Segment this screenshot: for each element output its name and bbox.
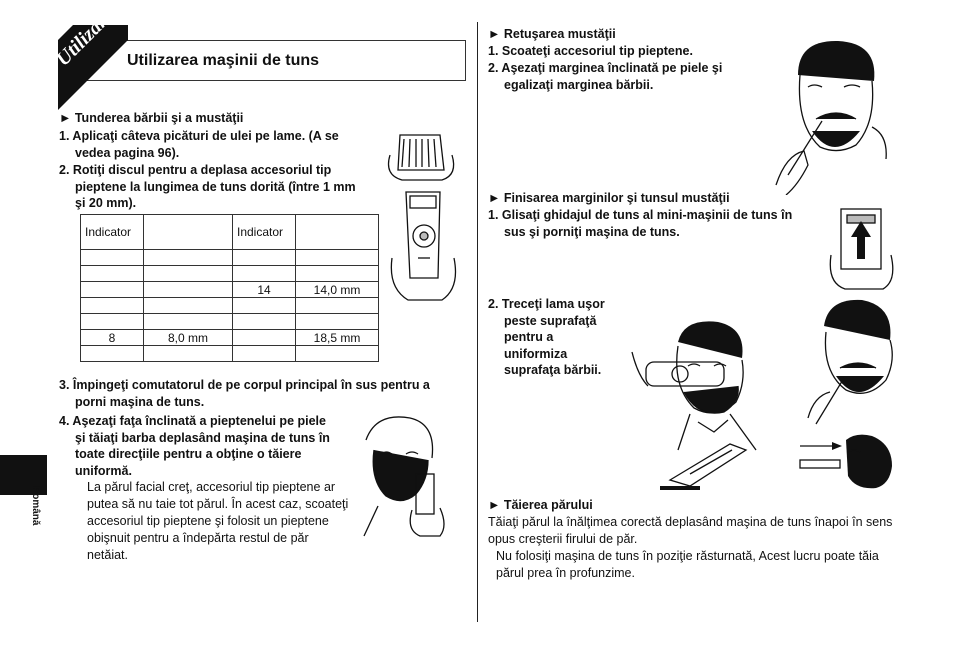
f-step-2-line: uniformiza (504, 346, 568, 361)
table-row (81, 330, 379, 346)
step-3-line: 3. Împingeţi comutatorul de pe corpul principal în sus pentru a (59, 378, 430, 392)
table-row (81, 282, 379, 298)
table-cell (144, 266, 233, 282)
profile-neckline-illustration (796, 432, 896, 492)
language-label: Română (30, 486, 41, 526)
f-step-1 (488, 207, 792, 240)
f-step-2-line: pentru a (504, 330, 554, 344)
f-step-1-line: sus şi porniţi maşina de tuns. (504, 224, 680, 239)
table-cell: 14,0 mm (296, 282, 379, 298)
m-step-2-line: 2. Aşezaţi marginea înclinată pe piele şi (488, 61, 723, 75)
table-cell (81, 298, 144, 314)
step-1 (59, 128, 339, 161)
f-step-2-line: suprafaţa bărbii. (504, 363, 602, 377)
table-cell (233, 314, 296, 330)
table-cell (81, 346, 144, 362)
hair-line: opus creşterii firului de păr. (488, 532, 638, 546)
hair-heading: ► Tăierea părului (488, 498, 593, 512)
note-line: accesoriul tip pieptene şi folosit un pieptene (87, 514, 329, 528)
mini-trimmer-guide-illustration (827, 203, 897, 291)
step-3 (59, 377, 430, 410)
table-cell: 18,5 mm (296, 330, 379, 346)
indicator-table (80, 214, 379, 362)
moustache-trim-illustration (768, 35, 898, 195)
table-header-row (81, 215, 379, 250)
trimmer-dial-illustration (388, 188, 460, 306)
step-4 (59, 413, 330, 479)
step-2-line: şi 20 mm). (75, 196, 137, 210)
step-4-line: toate direcţiile pentru a obţine o tăiere (75, 447, 302, 461)
moustache-edge-trim-illustration (806, 296, 898, 431)
hair-instructions (488, 514, 892, 548)
table-cell (81, 266, 144, 282)
hair-warning (496, 548, 879, 582)
f-step-1-line: 1. Glisaţi ghidajul de tuns al mini-maşinii de tuns în (488, 208, 793, 222)
table-cell (296, 346, 379, 362)
table-cell (296, 215, 379, 250)
table-cell (144, 346, 233, 362)
table-cell (233, 346, 296, 362)
table-cell (296, 266, 379, 282)
table-row (81, 314, 379, 330)
table-row (81, 250, 379, 266)
step-4-line: 4. Aşezaţi faţa înclinată a pieptenelui pe piele (59, 414, 326, 428)
table-cell (81, 282, 144, 298)
table-row (81, 266, 379, 282)
m-step-1: 1. Scoateţi accesoriul tip pieptene. (488, 44, 693, 58)
table-cell (144, 250, 233, 266)
table-cell (233, 250, 296, 266)
table-row (81, 346, 379, 362)
note-line: putea să nu taie tot părul. În acest caz, scoateţi (87, 497, 349, 511)
comb-attachment-illustration (382, 125, 462, 185)
step-2-line: pieptene la lungimea de tuns dorită (între 1 mm (75, 179, 356, 194)
section-tag: Utilizare (52, 4, 118, 71)
table-cell: Indicator (233, 215, 296, 250)
step-2-line: 2. Rotiţi discul pentru a deplasa accesoriul tip (59, 163, 332, 177)
hair-warning-line: Nu folosiţi maşina de tuns în poziţie răsturnată, Acest lucru poate tăia (496, 549, 879, 563)
column-divider (477, 22, 478, 622)
table-cell (81, 250, 144, 266)
finish-heading: ► Finisarea marginilor şi tunsul mustăţii (488, 191, 730, 205)
note-line: La părul facial creţ, accesoriul tip pieptene ar (87, 480, 336, 494)
man-shaving-beard-illustration (628, 316, 786, 451)
table-cell: 8,0 mm (144, 330, 233, 346)
step-1-line: vedea pagina 96). (75, 145, 180, 160)
m-step-2-line: egalizaţi marginea bărbii. (504, 77, 654, 92)
note-line: obişnuit pentru a îndepărta restul de păr (87, 531, 309, 545)
hair-warning-line: părul prea în profunzime. (496, 566, 635, 580)
f-step-2-line: 2. Treceţi lama uşor (488, 297, 605, 311)
f-step-2-line: peste suprafaţă (504, 313, 597, 328)
table-cell (233, 330, 296, 346)
table-cell: Indicator (81, 215, 144, 250)
hair-line: Tăiaţi părul la înălţimea corectă deplasând maşina de tuns înapoi în sens (488, 515, 893, 529)
table-cell (144, 215, 233, 250)
step-2 (59, 162, 356, 212)
step-1-line: 1. Aplicaţi câteva picături de ulei pe lame. (A se (59, 129, 339, 143)
table-cell: 8 (81, 330, 144, 346)
f-step-2 (488, 296, 605, 379)
step-4-line: uniformă. (75, 463, 132, 478)
curly-hair-note (87, 479, 348, 564)
moustache-heading: ► Retuşarea mustăţii (488, 27, 616, 41)
table-cell (144, 282, 233, 298)
man-trimming-beard-illustration (356, 410, 452, 538)
table-cell (144, 314, 233, 330)
m-step-2 (488, 60, 722, 93)
page-title: Utilizarea maşinii de tuns (127, 52, 320, 69)
table-cell (81, 314, 144, 330)
table-row (81, 298, 379, 314)
step-4-line: şi tăiaţi barba deplasând maşina de tuns în (75, 430, 330, 445)
table-cell (296, 298, 379, 314)
table-cell (144, 298, 233, 314)
table-cell (233, 266, 296, 282)
beard-heading: ► Tunderea bărbii şi a mustăţii (59, 111, 244, 125)
table-cell: 14 (233, 282, 296, 298)
hair-clipper-illustration (660, 440, 752, 492)
table-cell (296, 314, 379, 330)
table-cell (296, 250, 379, 266)
step-3-line: porni maşina de tuns. (75, 394, 205, 409)
table-cell (233, 298, 296, 314)
note-line: netăiat. (87, 548, 129, 562)
